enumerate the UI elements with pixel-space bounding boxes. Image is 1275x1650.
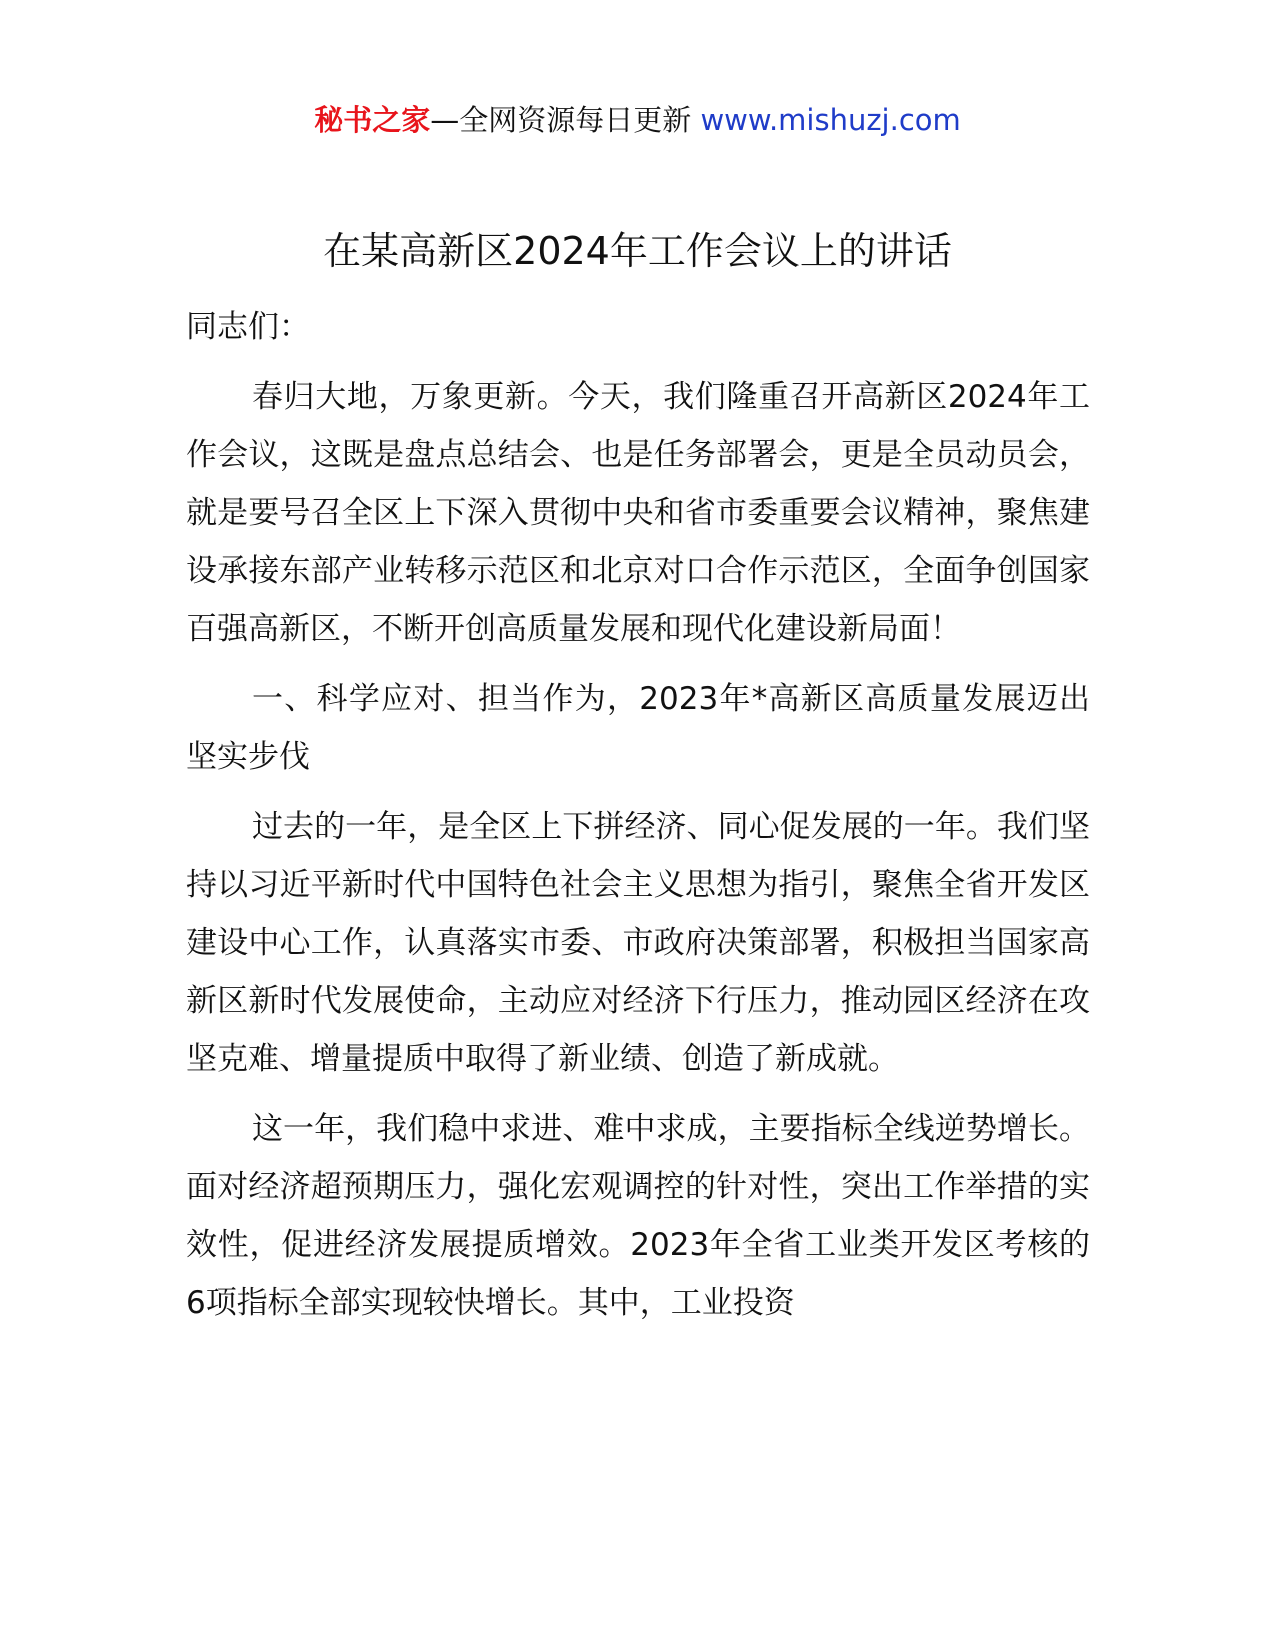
section-heading-1: 一、科学应对、担当作为，2023年*高新区高质量发展迈出坚实步伐 [186, 681, 1090, 775]
brand-name: 秘书之家 [314, 103, 431, 137]
header-tagline: —全网资源每日更新 [430, 103, 701, 137]
salutation: 同志们： [186, 309, 310, 345]
site-header [0, 100, 1275, 140]
paragraph-indicators: 这一年，我们稳中求进、难中求成，主要指标全线逆势增长。面对经济超预期压力，强化宏观调控的针对性，突出工作举措的实效性，促进经济发展提质增效。2023年全省工业类开发区考核的6项指标全部实现较快增长。其中，工业投资 [186, 1111, 1090, 1321]
paragraph-intro: 春归大地，万象更新。今天，我们隆重召开高新区2024年工作会议，这既是盘点总结会、也是任务部署会，更是全员动员会，就是要号召全区上下深入贯彻中央和省市委重要会议精神，聚焦建设承接东部产业转移示范区和北京对口合作示范区，全面争创国家百强高新区，不断开创高质量发展和现代化建设新局面！ [186, 379, 1090, 647]
paragraph-review: 过去的一年，是全区上下拼经济、同心促发展的一年。我们坚持以习近平新时代中国特色社会主义思想为指引，聚焦全省开发区建设中心工作，认真落实市委、市政府决策部署，积极担当国家高新区新时代发展使命，主动应对经济下行压力，推动园区经济在攻坚克难、增量提质中取得了新业绩、创造了新成就。 [186, 809, 1090, 1077]
document-title: 在某高新区2024年工作会议上的讲话 [323, 229, 952, 273]
website-url[interactable]: www.mishuzj.com [700, 103, 961, 137]
document-body [186, 298, 1090, 1344]
